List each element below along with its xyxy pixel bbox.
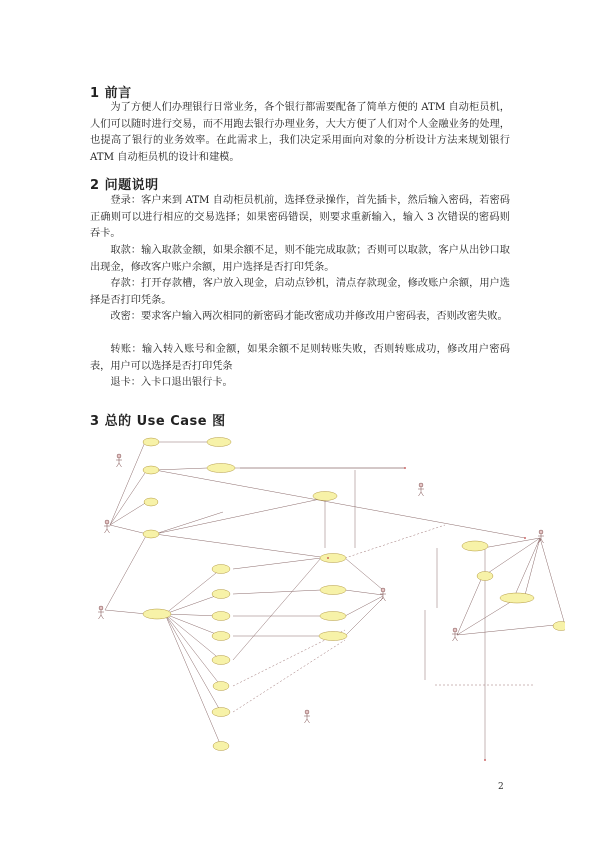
use-case-ellipses [143, 438, 565, 751]
section-1-heading: 1 前言 [90, 86, 132, 101]
diagram-connectors [105, 442, 565, 760]
actor-figure [418, 483, 424, 496]
actor-figure [98, 606, 104, 619]
use-case-diagram [85, 430, 565, 770]
page-number: 2 [498, 782, 504, 792]
section-1-body: 为了方便人们办理银行日常业务，各个银行都需要配备了简单方便的 ATM 自动柜员机，人们可以随时进行交易，而不用跑去银行办理业务，大大方便了人们对个人金融业务的处理，也提高了银行的业务效率。在此需求上，我们决定采用面向对象的分析设计方法来规划银行 ATM 自动柜员机的设计和建模。 [90, 102, 510, 163]
paragraph-login: 登录：客户来到 ATM 自动柜员机前，选择登录操作，首先插卡，然后输入密码，若密码正确则可以进行相应的交易选择；如果密码错误，则要求重新输入，输入 3 次错误的密码则吞卡。 [90, 195, 510, 239]
section-3-heading: 3 总的 Use Case 图 [90, 414, 226, 429]
actor-figure [116, 454, 122, 467]
section-2-heading: 2 问题说明 [90, 178, 159, 193]
paragraph-deposit: 存款：打开存款槽，客户放入现金，启动点钞机，清点存款现金，修改账户余额，用户选择是否打印凭条。 [90, 278, 510, 306]
paragraph-withdraw: 取款：输入取款金额，如果余额不足，则不能完成取款；否则可以取款，客户从出钞口取出现金，修改客户账户余额，用户选择是否打印凭条。 [90, 245, 510, 273]
actor-figure [304, 710, 310, 723]
paragraph-transfer: 转账：输入转入账号和金额，如果余额不足则转账失败，否则转账成功，修改用户密码表，用户可以选择是否打印凭条 [90, 344, 510, 372]
paragraph-eject-card: 退卡：入卡口退出银行卡。 [110, 377, 233, 388]
connector-markers [327, 467, 526, 761]
paragraph-change-password: 改密：要求客户输入两次相同的新密码才能改密成功并修改用户密码表，否则改密失败。 [110, 311, 508, 322]
actor-figure [104, 520, 110, 533]
